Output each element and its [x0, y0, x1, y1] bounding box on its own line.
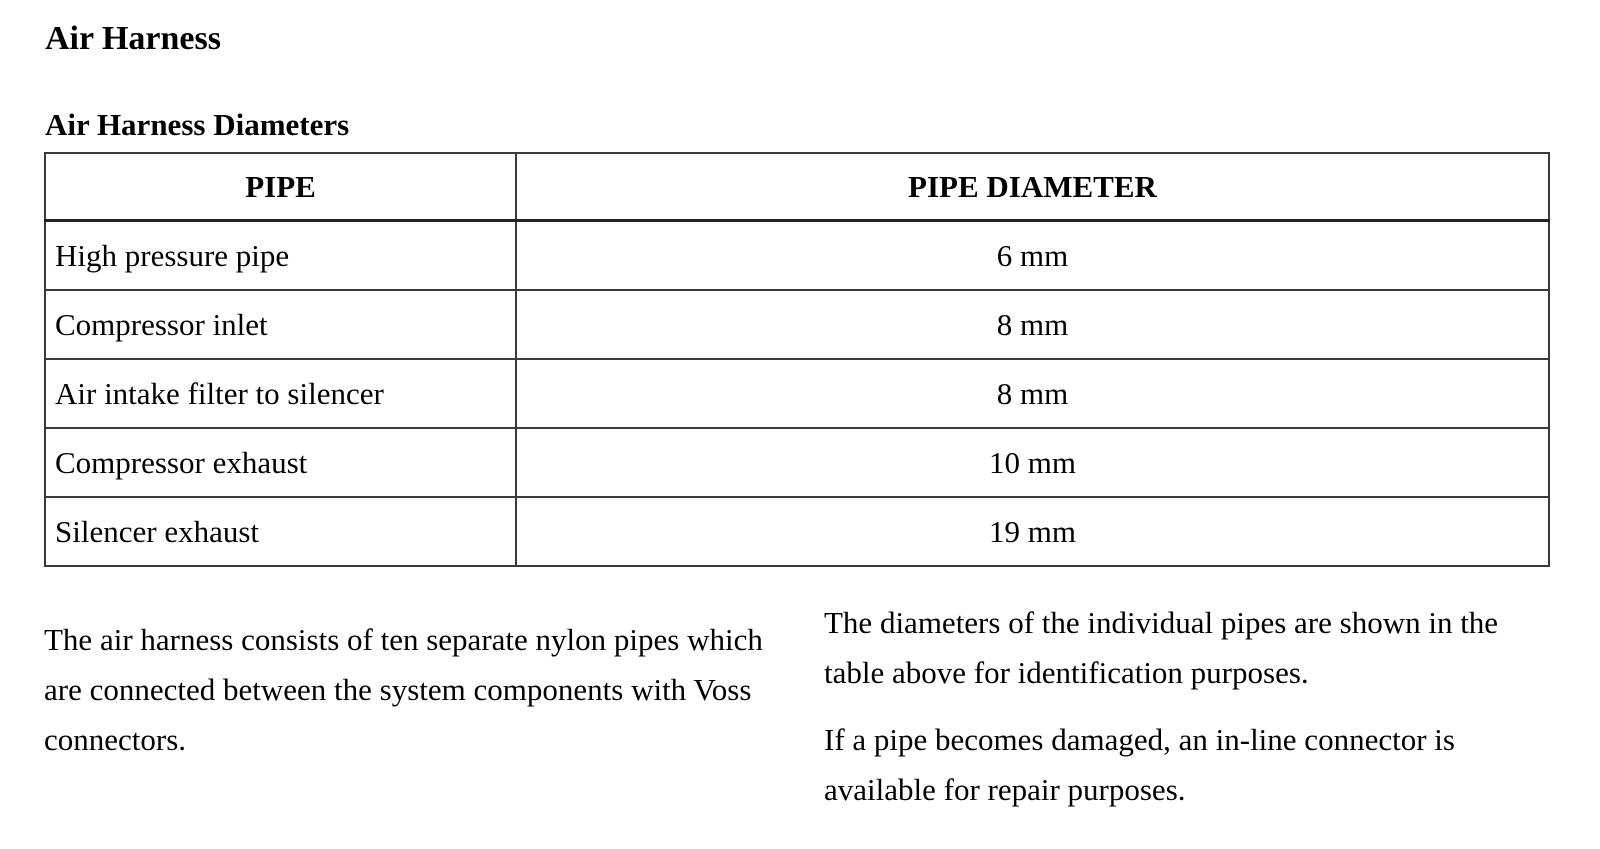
header-pipe: PIPE: [45, 153, 516, 221]
repair-paragraph: If a pipe becomes damaged, an in-line connector is available for repair purposes.: [824, 722, 1455, 807]
pipe-name-cell: Silencer exhaust: [45, 497, 516, 566]
pipe-name-cell: Compressor inlet: [45, 290, 516, 359]
pipe-diameter-cell: 19 mm: [516, 497, 1549, 566]
pipe-name-cell: High pressure pipe: [45, 221, 516, 291]
table-row: [45, 221, 1549, 291]
air-harness-diameters-table: [44, 152, 1550, 567]
pipe-diameter-cell: 8 mm: [516, 359, 1549, 428]
harness-description-paragraph: The air harness consists of ten separate nylon pipes which are connected between the system components with Voss connectors.: [44, 622, 763, 757]
pipe-diameter-cell: 8 mm: [516, 290, 1549, 359]
pipe-diameter-cell: 10 mm: [516, 428, 1549, 497]
right-text-column: [824, 598, 1564, 832]
left-text-column: [44, 615, 784, 765]
identification-paragraph: The diameters of the individual pipes are shown in the table above for identification purposes.: [824, 605, 1499, 690]
table-row: [45, 428, 1549, 497]
table-row: [45, 497, 1549, 566]
page-title: Air Harness: [45, 20, 221, 57]
pipe-name-cell: Air intake filter to silencer: [45, 359, 516, 428]
table-header-row: [45, 153, 1549, 221]
pipe-name-cell: Compressor exhaust: [45, 428, 516, 497]
table-row: [45, 290, 1549, 359]
table-row: [45, 359, 1549, 428]
header-pipe-diameter: PIPE DIAMETER: [516, 153, 1549, 221]
table-caption: Air Harness Diameters: [45, 107, 350, 142]
pipe-diameter-cell: 6 mm: [516, 221, 1549, 291]
